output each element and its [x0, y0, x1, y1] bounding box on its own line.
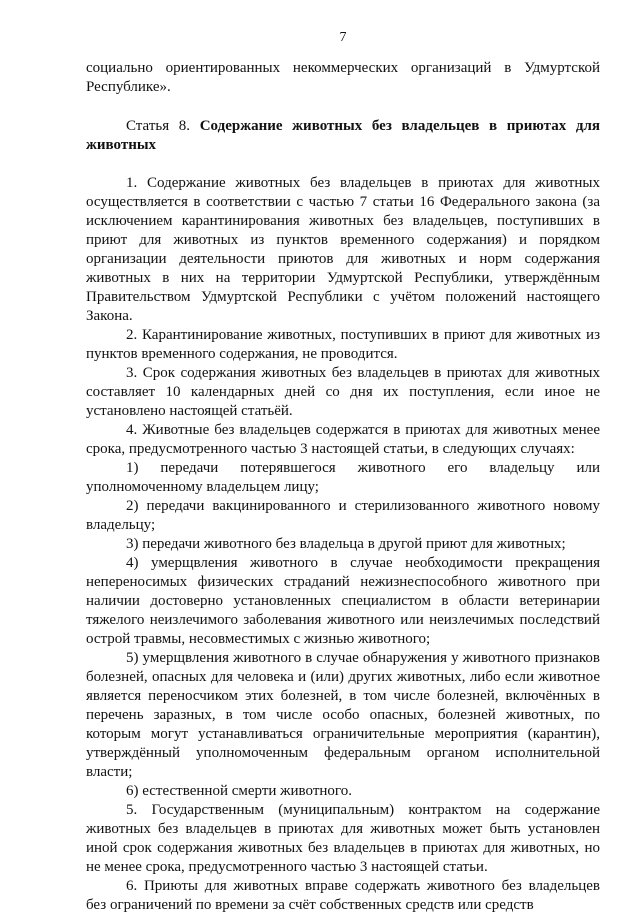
article-label: Статья 8. [126, 118, 200, 134]
list-item-2: 2) передачи вакцинированного и стерилизованного животного новому владельцу; [86, 498, 600, 533]
paragraph-5: 5. Государственным (муниципальным) контрактом на содержание животных без владельцев в приютах для животных может быть установлен иной срок содержания животных без владельцев в приютах для животных, но не менее срока, предусмотренного частью 3 настоящей статьи. [86, 802, 600, 875]
paragraph-6: 6. Приюты для животных вправе содержать животного без владельцев без ограничений по времени за счёт собственных средств или средств [86, 878, 600, 913]
list-item-1: 1) передачи потерявшегося животного его владельцу или уполномоченному владельцем лицу; [86, 460, 600, 495]
page-number: 7 [339, 30, 347, 45]
article-title: Содержание животных без владельцев в приютах для животных [86, 118, 600, 153]
paragraph-3: 3. Срок содержания животных без владельцев в приютах для животных составляет 10 календарных дней со дня их поступления, если иное не установлено настоящей статьёй. [86, 365, 600, 419]
list-item-6: 6) естественной смерти животного. [126, 783, 352, 799]
intro-paragraph: социально ориентированных некоммерческих организаций в Удмуртской Республике». [86, 60, 600, 95]
article-heading [86, 117, 600, 155]
paragraph-1: 1. Содержание животных без владельцев в приютах для животных осуществляется в соответствии с частью 7 статьи 16 Федерального закона (за исключением карантинирования животных без владельцев, поступивших в приют для животных из пунктов временного содержания) и порядком организации деятельности приютов для животных и норм содержания животных в них на территории Удмуртской Республики, утверждённым Правительством Удмуртской Республики с учётом положений настоящего Закона. [86, 175, 600, 324]
list-item-5: 5) умерщвления животного в случае обнаружения у животного признаков болезней, опасных для человека и (или) других животных, либо если животное является переносчиком этих болезней, в том числе болезней, включённых в перечень заразных, в том числе особо опасных, болезней животных, по которым могут устанавливаться ограничительные мероприятия (карантин), утверждённый уполномоченным федеральным органом исполнительной власти; [86, 650, 600, 780]
paragraph-2: 2. Карантинирование животных, поступивших в приют для животных из пунктов временного содержания, не проводится. [86, 327, 600, 362]
list-item-4: 4) умерщвления животного в случае необходимости прекращения непереносимых физических страданий нежизнеспособного животного при наличии достоверно установленных специалистом в области ветеринарии тяжелого неизлечимого заболевания животного или неизлечимых последствий острой травмы, несовместимых с жизнью животного; [86, 555, 600, 647]
paragraph-4: 4. Животные без владельцев содержатся в приютах для животных менее срока, предусмотренного частью 3 настоящей статьи, в следующих случаях: [86, 422, 600, 457]
list-item-3: 3) передачи животного без владельца в другой приют для животных; [126, 536, 566, 552]
